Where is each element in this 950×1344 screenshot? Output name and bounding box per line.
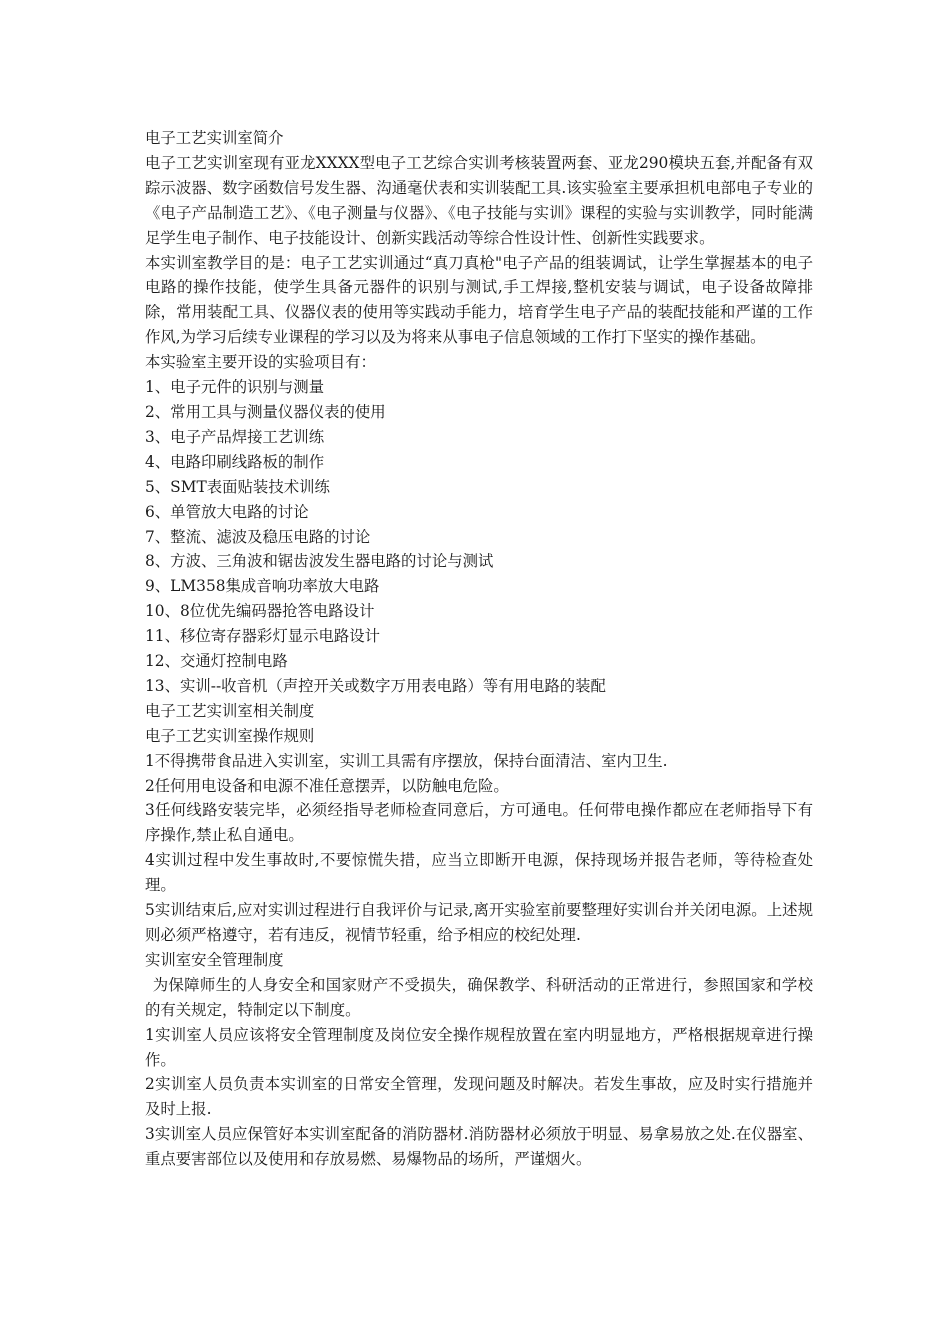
list-item-safety-rule: 3实训室人员应保管好本实训室配备的消防器材.消防器材必须放于明显、易拿易放之处.在仪器室、重点要害部位以及使用和存放易燃、易爆物品的场所，严谨烟火。: [145, 1125, 813, 1169]
list-item-experiment: 5、SMT表面贴装技术训练: [145, 477, 330, 496]
document-body: [145, 126, 813, 1172]
section-title-lab-intro: 电子工艺实训室简介: [145, 129, 284, 147]
list-item-experiment: 4、电路印刷线路板的制作: [145, 452, 325, 471]
list-item-experiment: 3、电子产品焊接工艺训练: [145, 427, 325, 446]
list-item-experiment: 13、实训--收音机（声控开关或数字万用表电路）等有用电路的装配: [145, 676, 606, 695]
list-item-experiment: 1、电子元件的识别与测量: [145, 378, 325, 397]
list-item-experiment: 6、单管放大电路的讨论: [145, 502, 309, 521]
paragraph-teaching-goal: 本实训室教学目的是：电子工艺实训通过“真刀真枪"电子产品的组装调试，让学生掌握基本的电子电路的操作技能，使学生具备元器件的识别与测试,手工焊接,整机安装与调试，电子设备故障排除，常用装配工具、仪器仪表的使用等实践动手能力，培育学生电子产品的装配技能和严谨的工作作风,为学习后续专业课程的学习以及为将来从事电子信息领域的工作打下坚实的操作基础。: [145, 253, 813, 347]
list-item-experiment: 7、整流、滤波及稳压电路的讨论: [145, 527, 371, 546]
list-item-experiment: 10、8位优先编码器抢答电路设计: [145, 602, 375, 621]
list-item-rule: 1不得携带食品进入实训室，实训工具需有序摆放，保持台面清洁、室内卫生.: [145, 751, 668, 770]
list-item-safety-rule: 2实训室人员负责本实训室的日常安全管理，发现问题及时解决。若发生事故，应及时实行措施并及时上报.: [145, 1075, 813, 1119]
list-item-experiment: 12、交通灯控制电路: [145, 652, 288, 671]
paragraph-experiment-list-heading: 本实验室主要开设的实验项目有：: [145, 353, 376, 372]
section-title-operation-rules: 电子工艺实训室操作规则: [145, 726, 315, 745]
list-item-rule: 5实训结束后,应对实训过程进行自我评价与记录,离开实验室前要整理好实训台并关闭电源。上述规则必须严格遵守，若有违反，视情节轻重，给予相应的校纪处理.: [145, 901, 813, 944]
list-item-experiment: 8、方波、三角波和锯齿波发生器电路的讨论与测试: [145, 552, 494, 571]
paragraph-safety-intro: 为保障师生的人身安全和国家财产不受损失，确保教学、科研活动的正常进行，参照国家和学校的有关规定，特制定以下制度。: [145, 975, 813, 1019]
list-item-experiment: 2、常用工具与测量仪器仪表的使用: [145, 402, 386, 421]
paragraph-lab-equipment: 电子工艺实训室现有亚龙XXXX型电子工艺综合实训考核装置两套、亚龙290模块五套,并配备有双踪示波器、数字函数信号发生器、沟通毫伏表和实训装配工具.该实验室主要承担机电部电子专业的《电子产品制造工艺》、《电子测量与仪器》、《电子技能与实训》课程的实验与实训教学，同时能满足学生电子制作、电子技能设计、创新实践活动等综合性设计性、创新性实践要求。: [145, 153, 813, 247]
section-title-regulations: 电子工艺实训室相关制度: [145, 701, 315, 720]
list-item-experiment: 11、移位寄存器彩灯显示电路设计: [145, 627, 381, 646]
list-item-rule: 3任何线路安装完毕，必须经指导老师检查同意后，方可通电。任何带电操作都应在老师指导下有序操作,禁止私自通电。: [145, 801, 813, 845]
list-item-rule: 2任何用电设备和电源不准任意摆弄，以防触电危险。: [145, 776, 509, 795]
list-item-safety-rule: 1实训室人员应该将安全管理制度及岗位安全操作规程放置在室内明显地方，严格根据规章进行操作。: [145, 1025, 813, 1069]
list-item-experiment: 9、LM358集成音响功率放大电路: [145, 577, 380, 596]
section-title-safety-management: 实训室安全管理制度: [145, 950, 284, 969]
list-item-rule: 4实训过程中发生事故时,不要惊慌失措，应当立即断开电源，保持现场并报告老师，等待检查处理。: [145, 851, 813, 895]
